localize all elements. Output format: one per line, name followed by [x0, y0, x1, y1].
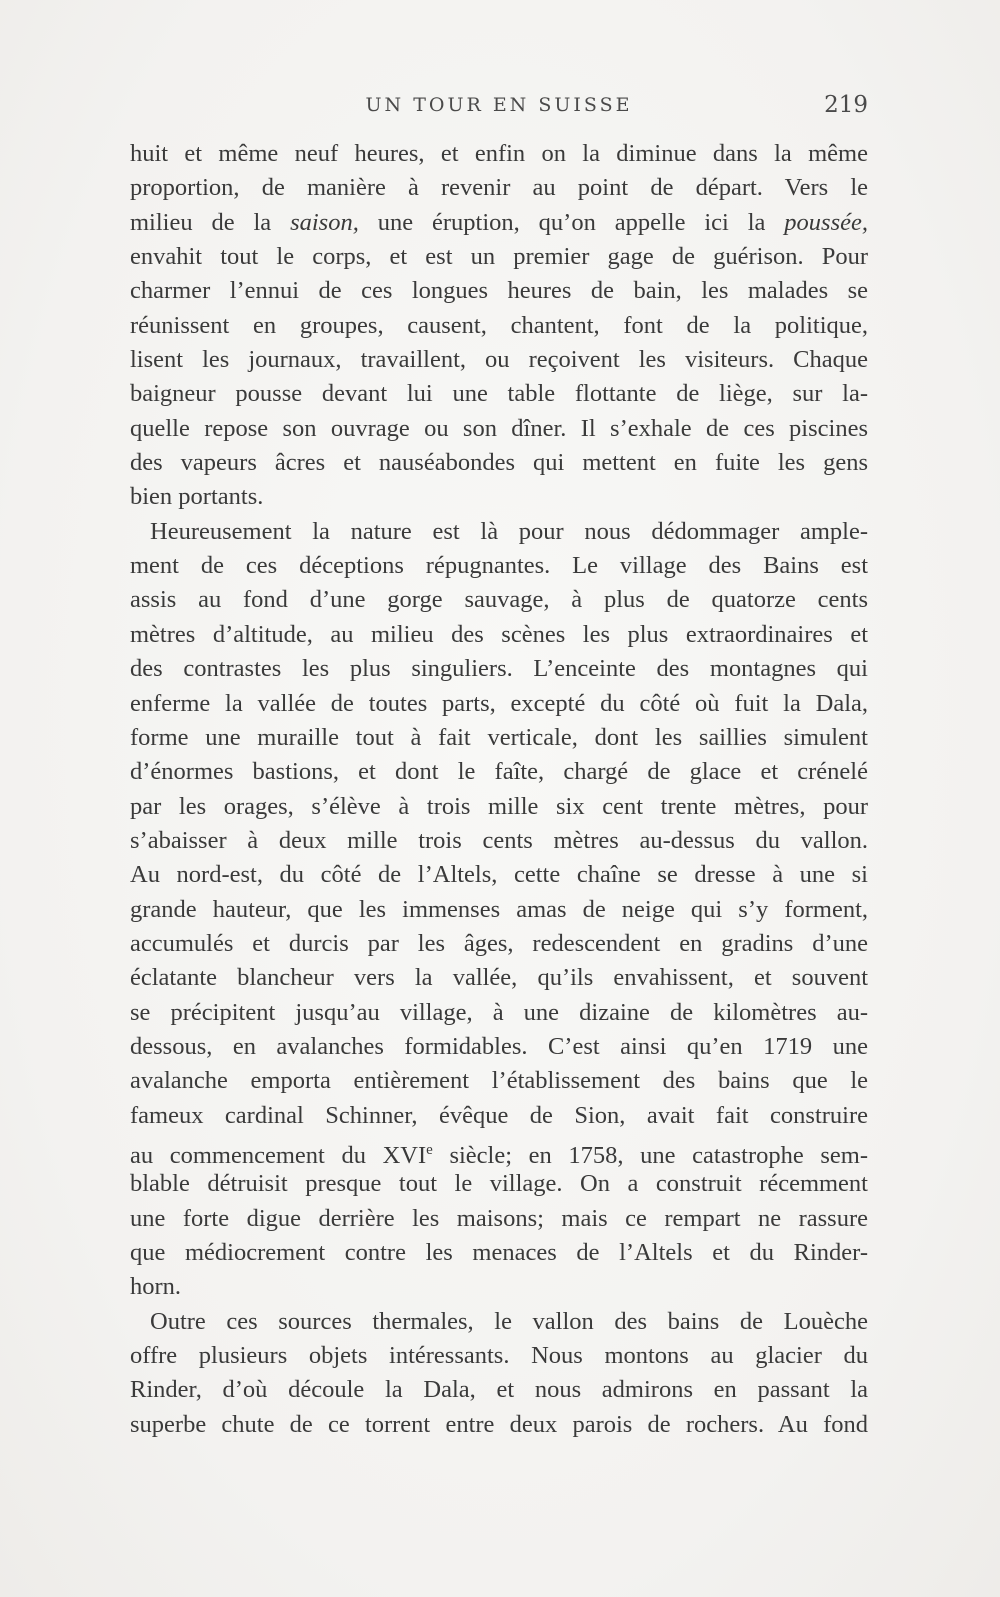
text-line: [130, 1305, 868, 1339]
text-line: [130, 858, 868, 892]
italic-text: poussée,: [784, 208, 868, 236]
text-line: [130, 549, 868, 583]
text-line: [130, 996, 868, 1030]
text-line: [130, 583, 868, 617]
text-line: [130, 1408, 868, 1442]
running-title: UN TOUR EN SUISSE: [365, 94, 633, 116]
text-line: [130, 1064, 868, 1098]
text-line: [130, 240, 868, 274]
text-line: [130, 1099, 868, 1133]
text-segment: horn.: [130, 1273, 182, 1301]
text-segment: des contrastes les plus singuliers. L’enceinte des montagnes qui: [130, 655, 868, 683]
text-line: [130, 1236, 868, 1270]
text-line: [130, 687, 868, 721]
text-line: [130, 1339, 868, 1373]
text-segment: que médiocrement contre les menaces de l’Altels et du Rinder-: [130, 1239, 868, 1266]
text-segment: forme une muraille tout à fait verticale, dont les saillies simulent: [130, 723, 868, 751]
text-line: [130, 343, 868, 377]
text-line: [130, 446, 868, 480]
text-segment: envahit tout le corps, et est un premier gage de guérison. Pour: [130, 243, 868, 271]
text-line: [130, 171, 868, 205]
text-segment: lisent les journaux, travaillent, ou reçoivent les visiteurs. Chaque: [130, 346, 868, 374]
text-segment: d’énormes bastions, et dont le faîte, chargé de glace et crénelé: [130, 758, 868, 786]
text-line: [130, 1133, 868, 1167]
text-line: [130, 480, 868, 514]
text-segment: milieu de la: [130, 208, 291, 236]
text-segment: Rinder, d’où découle la Dala, et nous admirons en passant la: [130, 1376, 868, 1404]
superscript: e: [426, 1141, 433, 1158]
text-segment: blable détruisit presque tout le village. On a construit récemment: [130, 1170, 868, 1198]
text-segment: huit et même neuf heures, et enfin on la diminue dans la même: [130, 140, 868, 167]
text-line: [130, 961, 868, 995]
text-segment: une forte digue derrière les maisons; mais ce rempart ne rassure: [130, 1204, 868, 1232]
text-line: [130, 515, 868, 549]
text-segment: siècle; en 1758, une catastrophe sem-: [432, 1141, 868, 1169]
text-segment: Outre ces sources thermales, le vallon des bains de Louèche: [150, 1307, 868, 1335]
text-line: [130, 1167, 868, 1201]
text-line: [130, 412, 868, 446]
text-segment: avalanche emporta entièrement l’établissement des bains que le: [130, 1067, 868, 1095]
body-text: [130, 137, 868, 1442]
text-segment: quelle repose son ouvrage ou son dîner. Il s’exhale de ces piscines: [130, 414, 868, 442]
text-line: [130, 1373, 868, 1407]
text-line: [130, 274, 868, 308]
text-segment: au commencement du XVI: [130, 1141, 427, 1169]
text-line: [130, 893, 868, 927]
text-line: [130, 1270, 868, 1304]
text-line: [130, 721, 868, 755]
text-line: [130, 790, 868, 824]
text-line: [130, 652, 868, 686]
text-segment: éclatante blancheur vers la vallée, qu’ils envahissent, et souvent: [130, 964, 868, 992]
text-line: [130, 137, 868, 171]
text-segment: grande hauteur, que les immenses amas de neige qui s’y forment,: [130, 895, 868, 923]
italic-text: saison,: [290, 208, 359, 236]
text-segment: ment de ces déceptions répugnantes. Le village des Bains est: [130, 552, 868, 580]
text-segment: proportion, de manière à revenir au point de départ. Vers le: [130, 174, 868, 202]
text-line: [130, 927, 868, 961]
text-segment: des vapeurs âcres et nauséabondes qui mettent en fuite les gens: [130, 449, 868, 477]
text-segment: mètres d’altitude, au milieu des scènes les plus extraordinaires et: [130, 620, 868, 648]
text-segment: s’abaisser à deux mille trois cents mètres au-dessus du vallon.: [130, 826, 868, 854]
text-segment: bien portants.: [130, 483, 264, 511]
text-segment: dessous, en avalanches formidables. C’est ainsi qu’en 1719 une: [130, 1032, 868, 1060]
text-segment: réunissent en groupes, causent, chantent, font de la politique,: [130, 311, 868, 339]
text-segment: charmer l’ennui de ces longues heures de bain, les malades se: [130, 277, 868, 305]
text-segment: se précipitent jusqu’au village, à une dizaine de kilomètres au-: [130, 998, 868, 1026]
text-segment: Au nord-est, du côté de l’Altels, cette chaîne se dresse à une si: [130, 861, 868, 889]
text-segment: offre plusieurs objets intéressants. Nous montons au glacier du: [130, 1342, 868, 1370]
text-segment: accumulés et durcis par les âges, redescendent en gradins d’une: [130, 929, 868, 957]
text-line: [130, 377, 868, 411]
text-segment: fameux cardinal Schinner, évêque de Sion, avait fait construire: [130, 1101, 868, 1129]
text-segment: assis au fond d’une gorge sauvage, à plus de quatorze cents: [130, 586, 868, 614]
text-line: [130, 309, 868, 343]
text-segment: par les orages, s’élève à trois mille six cent trente mètres, pour: [130, 792, 868, 820]
text-line: [130, 824, 868, 858]
text-segment: une éruption, qu’on appelle ici la: [358, 208, 785, 236]
text-line: [130, 1030, 868, 1064]
text-segment: superbe chute de ce torrent entre deux parois de rochers. Au fond: [130, 1410, 868, 1438]
text-line: [130, 1202, 868, 1236]
text-segment: enferme la vallée de toutes parts, excepté du côté où fuit la Dala,: [130, 689, 868, 717]
text-line: [130, 618, 868, 652]
running-header: [130, 92, 868, 122]
text-segment: Heureusement la nature est là pour nous dédommager ample-: [150, 517, 868, 545]
text-line: [130, 755, 868, 789]
text-line: [130, 206, 868, 240]
page-number: 219: [824, 92, 868, 118]
text-segment: baigneur pousse devant lui une table flottante de liège, sur la-: [130, 380, 868, 408]
